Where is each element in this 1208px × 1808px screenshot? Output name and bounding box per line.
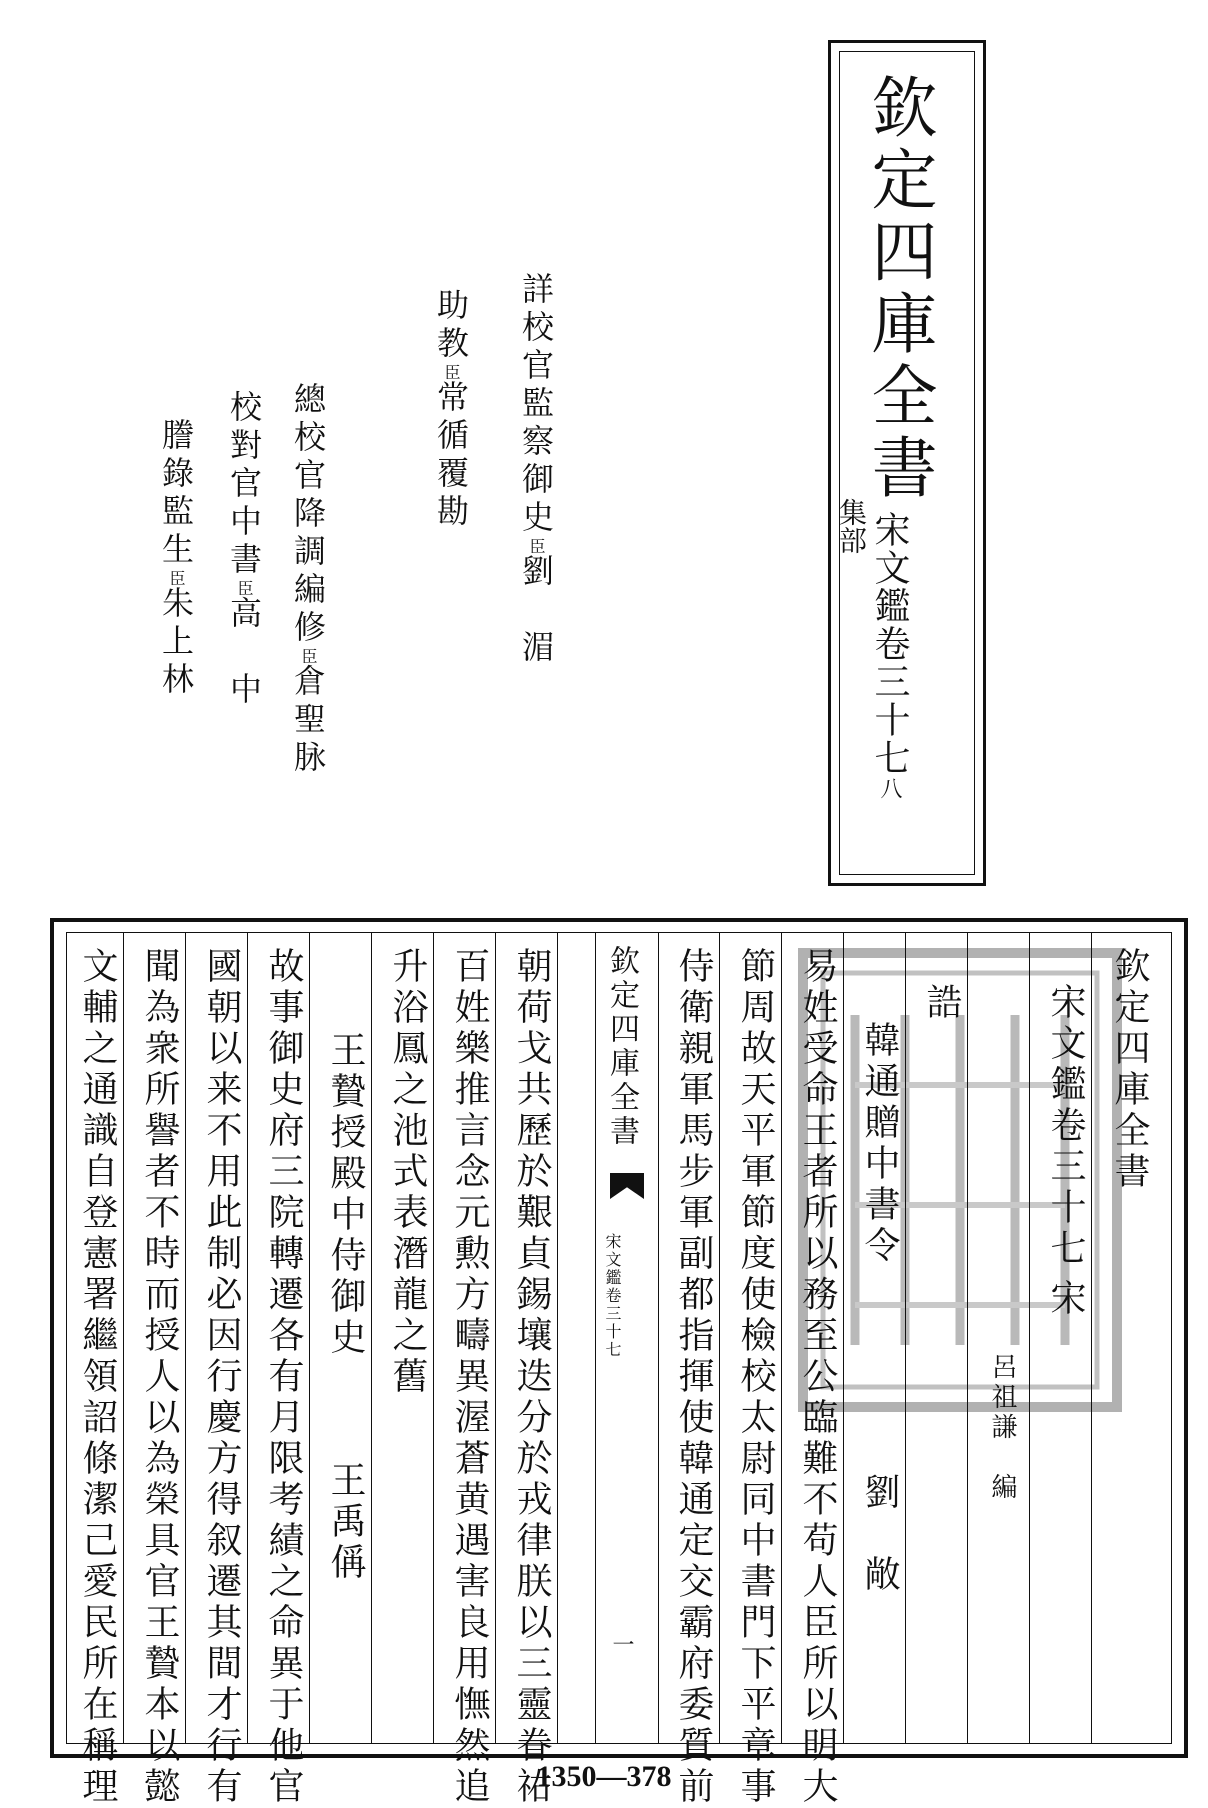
- credit-title: 校對官中書: [225, 390, 263, 580]
- credit-chen: 臣: [235, 580, 254, 596]
- fish-tail-marker: [610, 1173, 644, 1199]
- author-name: 劉 敞: [859, 1473, 900, 1596]
- fold-title: 欽定四庫全書: [604, 945, 639, 1149]
- document-title: 韓通贈中書令: [859, 1021, 900, 1267]
- center-fold: [595, 933, 659, 1743]
- text-line: 國朝以来不用此制必因行慶方得叙遷其間才行有: [201, 947, 242, 1808]
- credit-name: 高 中: [225, 596, 263, 710]
- category-label: 集部: [835, 498, 868, 554]
- credit-proofreader: [517, 272, 555, 668]
- text-line: 百姓樂推言念元勲方疇異渥蒼黄遇害良用憮然追: [449, 947, 490, 1808]
- compiler-name: 呂祖謙 編: [987, 1353, 1017, 1503]
- title-cartouche: [828, 40, 986, 886]
- text-line: 故事御史府三院轉遷各有月限考績之命異于他官: [263, 947, 304, 1808]
- volume-note: 八: [877, 777, 902, 799]
- credit-copyist: [157, 418, 195, 700]
- text-line: 侍衛親軍馬步軍副都指揮使韓通定交霸府委質前: [673, 947, 714, 1808]
- fold-book-title: 宋文鑑卷三十七: [603, 1233, 622, 1359]
- text-line: 朝荷戈共歷於艱貞錫壤迭分於戎律朕以三靈眷祐: [511, 947, 552, 1808]
- page-id-footer: 1350—378: [536, 1760, 672, 1793]
- page-header: 欽定四庫全書: [1109, 947, 1150, 1193]
- document-title: 王贄授殿中侍御史: [325, 1031, 366, 1359]
- genre-label: 誥: [921, 983, 962, 1024]
- collection-title: 欽定四庫全書: [860, 73, 937, 505]
- dynasty-label: 宋: [1045, 1279, 1086, 1320]
- credit-assistant: [432, 288, 470, 532]
- credit-name: 常循覆勘: [432, 380, 470, 532]
- credit-chen: 臣: [442, 364, 461, 380]
- text-line: 升浴鳳之池式表潛龍之舊: [387, 947, 428, 1398]
- text-line: 易姓受命王者所以務至公臨難不苟人臣所以明大: [797, 947, 838, 1808]
- credit-title: 助教: [432, 288, 470, 364]
- credit-title: 總校官降調編修: [289, 382, 327, 648]
- credit-name: 朱上林: [157, 586, 195, 700]
- credit-name: 倉聖脉: [289, 664, 327, 778]
- credit-title: 詳校官監察御史: [517, 272, 555, 538]
- credit-title: 謄錄監生: [157, 418, 195, 570]
- fold-page-number: 一: [609, 1633, 634, 1655]
- text-line: 文輔之通識自登憲署繼領詔條潔己愛民所在稱理: [77, 947, 118, 1808]
- text-line: 節周故天平軍節度使檢校太尉同中書門下平章事: [735, 947, 776, 1808]
- volume-title: [869, 511, 910, 799]
- credit-name: 劉 湄: [517, 554, 555, 668]
- credit-collator: [225, 390, 263, 710]
- credit-chief-editor: [289, 382, 327, 778]
- book-volume-title: 宋文鑑卷三十七: [1045, 983, 1086, 1270]
- author-name: 王禹偁: [325, 1461, 366, 1584]
- credit-chen: 臣: [299, 648, 318, 664]
- volume-title-text: 宋文鑑卷三十七: [869, 511, 910, 777]
- credit-chen: 臣: [527, 538, 546, 554]
- credit-chen: 臣: [167, 570, 186, 586]
- text-line: 聞為衆所譽者不時而授人以為榮具官王贄本以懿: [139, 947, 180, 1808]
